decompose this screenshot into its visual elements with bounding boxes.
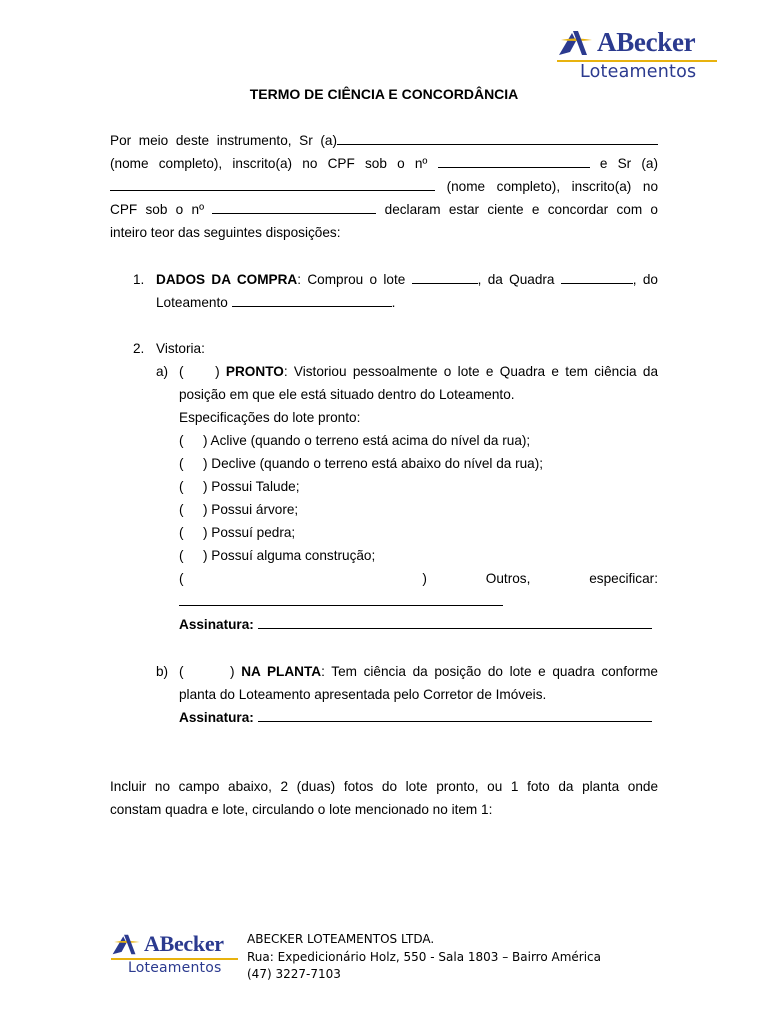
document-title: TERMO DE CIÊNCIA E CONCORDÂNCIA: [249, 86, 519, 102]
signature-blank-a[interactable]: [258, 616, 652, 629]
option-arvore[interactable]: ( ) Possui árvore;: [179, 502, 299, 517]
signature-label-b: Assinatura:: [179, 710, 254, 725]
intro-paragraph: [110, 129, 658, 244]
closing-paragraph: Incluir no campo abaixo, 2 (duas) fotos do lote pronto, ou 1 foto da planta onde constam quadra e lote, circulando o lote mencionado no item 1:: [110, 779, 658, 817]
ready-checkbox[interactable]: ( ): [179, 364, 220, 379]
name-blank-1[interactable]: [337, 132, 658, 145]
logo-wordmark: ABecker: [597, 27, 696, 57]
intro-line-4: CPF sob o nº declaram estar ciente e concordar com o: [110, 202, 658, 217]
lot-blank[interactable]: [412, 271, 478, 284]
item-2b-plan: ( ) NA PLANTA: Tem ciência da posição do lote e quadra conforme planta do Loteamento apresentada pelo Corretor de Imóveis. Assinatura:: [179, 664, 658, 725]
signature-label-a: Assinatura:: [179, 617, 254, 632]
cpf-blank-2[interactable]: [212, 201, 376, 214]
item-2a-ready-lot: ( ) PRONTO: Vistoriou pessoalmente o lote e Quadra e tem ciência da posição em que ele está situado dentro do Loteamento. Especificações do lote pronto: ( ) Aclive (quando o terreno está acima do nível da rua); ( ) Declive (quando o terreno está abaixo do nível da rua); ( ) Possui Talude; ( ) Possui árvore; ( ) Possuí pedra; ( ) Possuí alguma construção; ( ) Outros, especificar: Assinatura:: [179, 364, 658, 632]
footer-logo-subtitle: Loteamentos: [128, 959, 222, 976]
other-spec-blank[interactable]: [179, 593, 503, 606]
item-2-number: 2.: [133, 341, 145, 356]
item-1-heading: DADOS DA COMPRA: [156, 272, 298, 287]
item-1-number: 1.: [133, 272, 145, 287]
cpf-blank-1[interactable]: [438, 155, 590, 168]
item-1-purchase-data: DADOS DA COMPRA: Comprou o lote , da Quadra , do Loteamento .: [156, 272, 658, 310]
intro-line-3: (nome completo), inscrito(a) no: [110, 175, 658, 198]
intro-line-5: inteiro teor das seguintes disposições:: [110, 225, 341, 240]
option-outros[interactable]: ( ) Outros, especificar:: [179, 571, 658, 586]
option-declive[interactable]: ( ) Declive (quando o terreno está abaixo do nível da rua);: [179, 456, 544, 471]
signature-blank-b[interactable]: [258, 709, 652, 722]
option-talude[interactable]: ( ) Possui Talude;: [179, 479, 300, 494]
development-blank[interactable]: [232, 294, 392, 307]
compass-star-icon: [111, 932, 142, 957]
footer-company: ABECKER LOTEAMENTOS LTDA.: [247, 932, 435, 946]
footer-logo: [111, 931, 241, 976]
item-2-label: Vistoria:: [156, 341, 205, 356]
plan-checkbox[interactable]: ( ): [179, 664, 235, 679]
option-construcao[interactable]: ( ) Possuí alguma construção;: [179, 548, 376, 563]
footer-logo-wordmark: ABecker: [144, 931, 224, 956]
option-pedra[interactable]: ( ) Possuí pedra;: [179, 525, 296, 540]
plan-heading: NA PLANTA: [241, 664, 322, 679]
intro-line-1: Por meio deste instrumento, Sr (a): [110, 129, 658, 152]
spec-heading: Especificações do lote pronto:: [179, 410, 361, 425]
company-logo: [557, 27, 719, 82]
logo-subtitle: Loteamentos: [580, 61, 697, 82]
option-aclive[interactable]: ( ) Aclive (quando o terreno está acima do nível da rua);: [179, 433, 531, 448]
footer-address: Rua: Expedicionário Holz, 550 - Sala 1803 – Bairro América: [247, 949, 602, 964]
footer-phone: (47) 3227-7103: [247, 967, 341, 981]
name-blank-2[interactable]: [110, 178, 435, 191]
ready-heading: PRONTO: [225, 364, 284, 379]
compass-star-icon: [557, 28, 595, 58]
intro-line-2: (nome completo), inscrito(a) no CPF sob o nº e Sr (a): [110, 156, 658, 171]
item-2b-marker: b): [156, 664, 169, 679]
footer-contact: [247, 931, 601, 984]
block-blank[interactable]: [561, 271, 633, 284]
item-2a-marker: a): [156, 364, 169, 379]
